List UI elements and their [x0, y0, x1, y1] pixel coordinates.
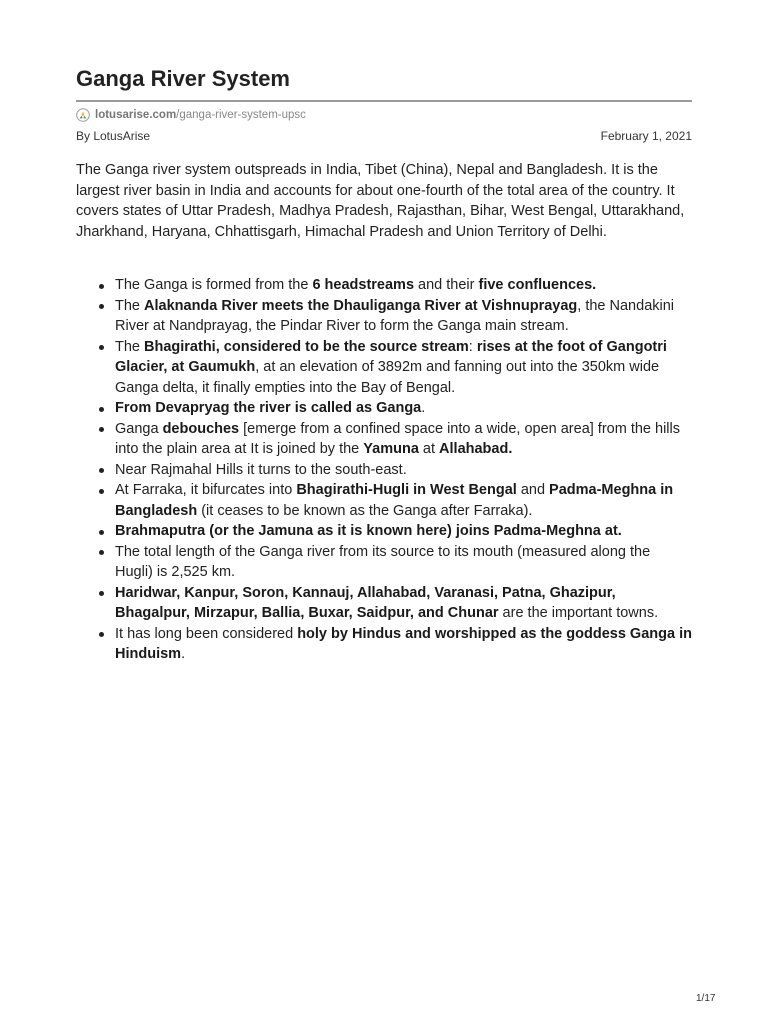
publish-date: February 1, 2021 — [600, 129, 692, 143]
text-run: , at an elevation of 3892m and fanning out into the 350km wide Ganga delta, it finally empties into the Bay of Bengal. — [115, 359, 660, 396]
text-run: The — [115, 297, 145, 314]
source-domain[interactable]: lotusarise.com — [95, 109, 177, 121]
text-run: At Farraka, it bifurcates into — [115, 482, 297, 498]
bullet-item — [76, 542, 692, 583]
text-run: and — [516, 482, 550, 498]
text-run: are the important towns. — [498, 605, 659, 621]
text-run: : — [468, 338, 477, 355]
page-number: 1/17 — [696, 993, 716, 1004]
title-divider — [76, 100, 692, 102]
bold-text: debouches — [162, 420, 240, 437]
bold-text: Bhagirathi, considered to be the source stream — [144, 338, 469, 355]
bold-text: Padma-Meghna in Bangladesh — [115, 482, 674, 519]
lotusarise-favicon-icon — [76, 108, 90, 122]
text-run: Near Rajmahal Hills it turns to the south-east. — [115, 461, 407, 478]
text-run: The — [115, 338, 145, 355]
bullet-list — [76, 275, 692, 665]
source-path[interactable]: /ganga-river-system-upsc — [176, 109, 306, 121]
bold-text: Alaknanda River meets the Dhauliganga River at Vishnuprayag — [144, 297, 578, 314]
bold-text: rises at the foot of Gangotri Glacier, at Gaumukh — [115, 338, 667, 375]
bold-text: Bhagirathi-Hugli in West Bengal — [296, 482, 517, 498]
byline — [76, 129, 692, 143]
text-run: . — [421, 400, 426, 416]
bullet-item — [76, 460, 692, 481]
source-link[interactable] — [76, 106, 306, 124]
author: By LotusArise — [76, 129, 151, 143]
bullet-item — [76, 583, 692, 624]
page-title: Ganga River System — [76, 66, 290, 91]
bullet-item — [76, 480, 692, 521]
text-run: The total length of the Ganga river from its source to its mouth (measured along the Hugli) is 2,525 km. — [115, 543, 651, 580]
bold-text: Brahmaputra (or the Jamuna as it is known here) joins Padma-Meghna at. — [115, 523, 622, 539]
text-run: . — [181, 646, 186, 662]
bullet-item — [76, 296, 692, 337]
text-run: It has long been considered — [115, 625, 298, 642]
bold-text: From Devapryag the river is called as Ganga — [115, 400, 422, 416]
text-run: Ganga — [115, 420, 163, 437]
bold-text: Yamuna — [363, 441, 419, 457]
text-run: (it ceases to be known as the Ganga after Farraka). — [197, 502, 533, 519]
bold-text: Haridwar, Kanpur, Soron, Kannauj, Allahabad, Varanasi, Patna, Ghazipur, Bhagalpur, Mirzapur, Ballia, Buxar, Saidpur, and Chunar — [115, 584, 616, 621]
text-run: and their — [414, 277, 479, 293]
bullet-item — [76, 419, 692, 460]
bullet-item — [76, 624, 692, 665]
bullet-item — [76, 275, 692, 296]
text-run: at — [418, 441, 440, 457]
text-run: [emerge from a confined space into a wide, open area] from the hills into the plain area at It is joined by the — [115, 420, 681, 457]
text-run: , the Nandakini River at Nandprayag, the Pindar River to form the Ganga main stream. — [115, 297, 675, 334]
bold-text: five confluences. — [478, 277, 597, 293]
bullet-item — [76, 521, 692, 542]
bold-text: 6 headstreams — [312, 277, 415, 293]
bullet-item — [76, 337, 692, 399]
bold-text: holy by Hindus and worshipped as the goddess Ganga in Hinduism — [115, 625, 692, 662]
text-run: The Ganga is formed from the — [115, 277, 313, 293]
bullet-item — [76, 398, 692, 419]
intro-paragraph: The Ganga river system outspreads in India, Tibet (China), Nepal and Bangladesh. It is the largest river basin in India and accounts for about one-fourth of the total area of the country. It covers states of Uttar Pradesh, Madhya Pradesh, Rajasthan, Bihar, West Bengal, Uttarakhand, Jharkhand, Haryana, Chhattisgarh, Himachal Pradesh and Union Territory of Delhi. — [76, 162, 685, 240]
bold-text: Allahabad. — [439, 441, 513, 457]
